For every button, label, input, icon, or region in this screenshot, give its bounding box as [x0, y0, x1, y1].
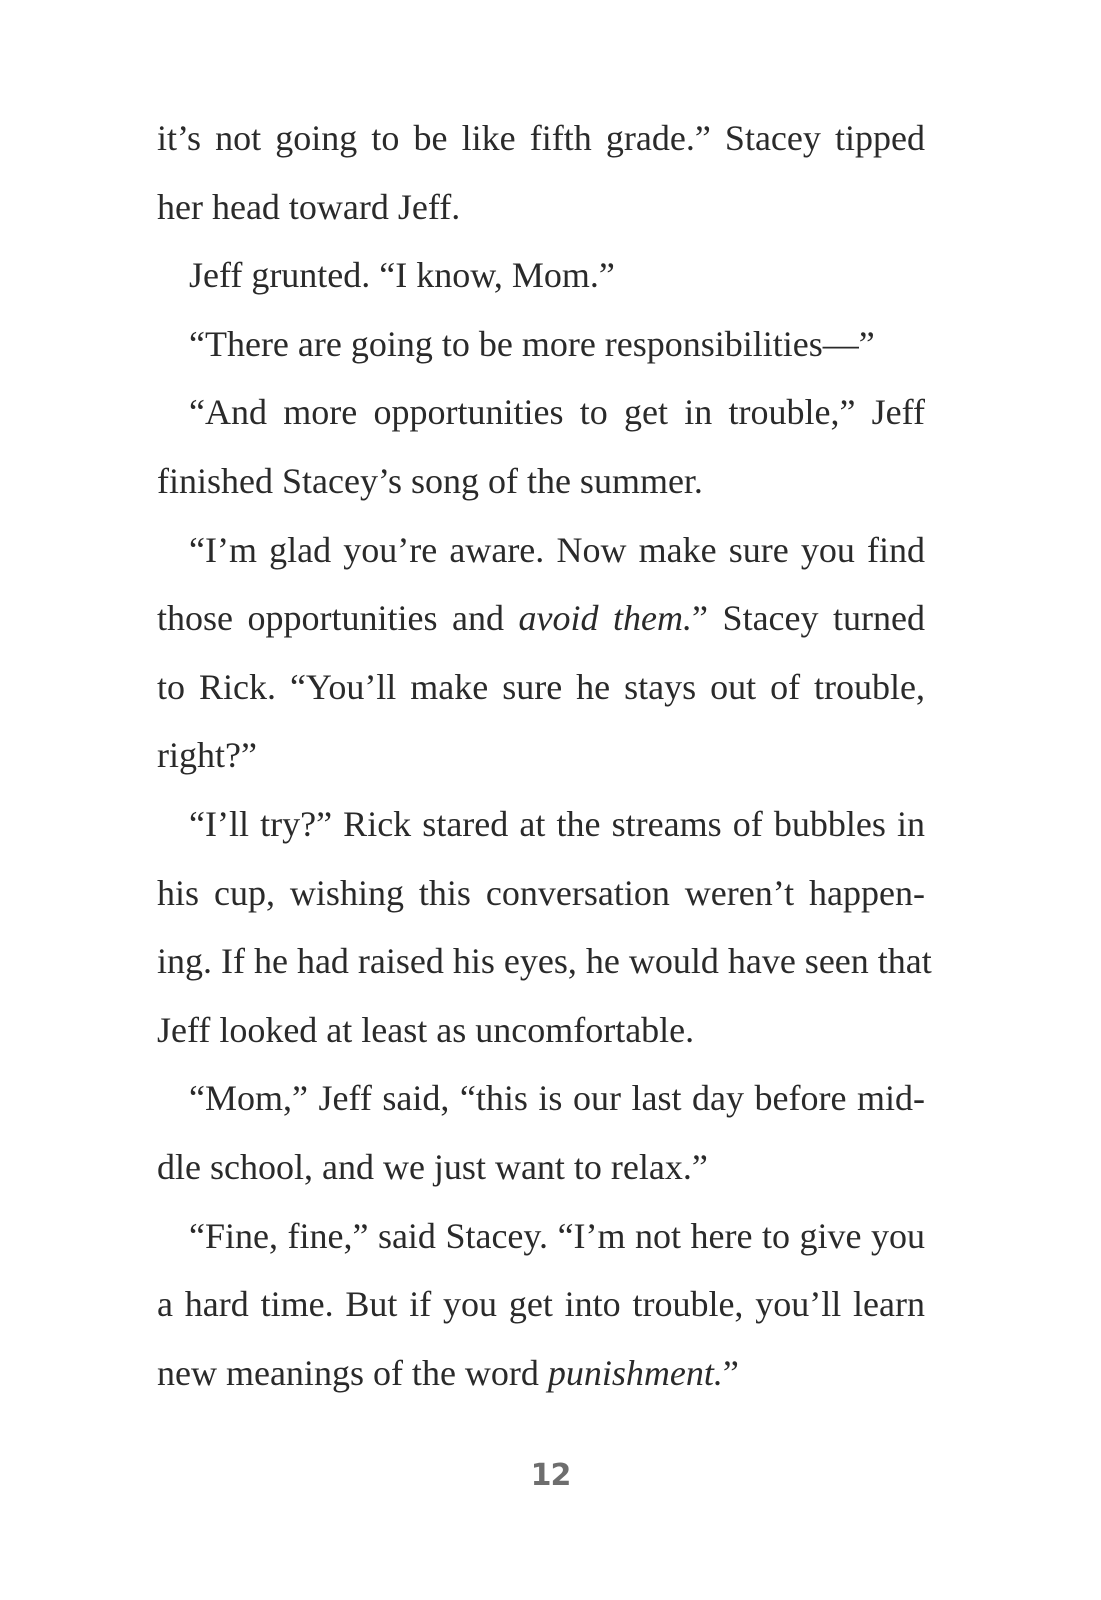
text-line-13: ing. If he had raised his eyes, he would have seen that [157, 941, 932, 982]
text-line-8: those opportunities and avoid them.” Stacey turned [157, 598, 926, 639]
text-line-11: “I’ll try?” Rick stared at the streams of bubbles in [189, 803, 925, 844]
text-line-2: her head toward Jeff. [157, 186, 461, 227]
text-line-6: finished Stacey’s song of the summer. [157, 460, 703, 501]
book-page-body [157, 104, 932, 1407]
text-line-5: “And more opportunities to get in trouble,” Jeff [189, 392, 925, 433]
text-line-15: “Mom,” Jeff said, “this is our last day before mid- [189, 1078, 925, 1119]
page-number: 12 [530, 1458, 571, 1493]
text-line-9: to Rick. “You’ll make sure he stays out of trouble, [157, 666, 925, 707]
text-line-1: it’s not going to be like fifth grade.” Stacey tipped [157, 118, 925, 158]
text-line-12: his cup, wishing this conversation weren’t happen- [157, 872, 925, 913]
text-line-4: “There are going to be more responsibilities—” [189, 323, 875, 364]
text-line-16: dle school, and we just want to relax.” [157, 1146, 708, 1187]
text-line-3: Jeff grunted. “I know, Mom.” [189, 255, 615, 296]
text-line-10: right?” [157, 735, 257, 776]
text-line-17: “Fine, fine,” said Stacey. “I’m not here to give you [189, 1215, 925, 1256]
text-line-18: a hard time. But if you get into trouble, you’ll learn [157, 1284, 925, 1325]
text-line-14: Jeff looked at least as uncomfortable. [157, 1009, 695, 1050]
text-line-19: new meanings of the word punishment.” [157, 1352, 739, 1393]
text-line-7: “I’m glad you’re aware. Now make sure you find [189, 529, 925, 570]
